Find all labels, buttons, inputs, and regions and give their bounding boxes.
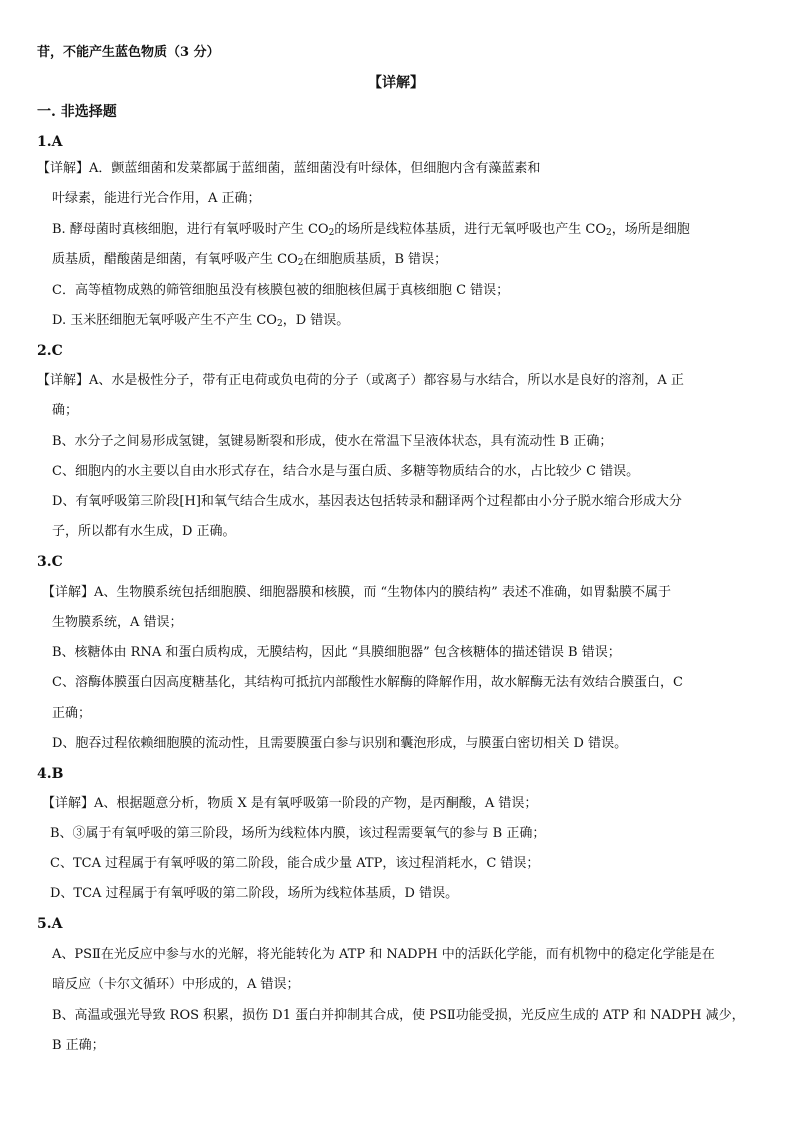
answer-line: 【详解】A、根据题意分析，物质 X 是有氧呼吸第一阶段的产物，是丙酮酸，A 错误；	[42, 796, 538, 811]
answer-line: 确；	[52, 403, 79, 418]
answer-line: 【详解】A、生物膜系统包括细胞膜、细胞器膜和核膜，而 “生物体内的膜结构” 表述不准确，如胃黏膜不属于	[42, 585, 671, 600]
answer-line: 叶绿素，能进行光合作用，A 正确；	[52, 191, 261, 206]
answer-line: D、胞吞过程依赖细胞膜的流动性，且需要膜蛋白参与识别和囊泡形成，与膜蛋白密切相关 D 错误。	[52, 736, 628, 751]
answer-line: B、核糖体由 RNA 和蛋白质构成，无膜结构，因此 “具膜细胞器” 包含核糖体的描述错误 B 错误；	[52, 645, 621, 660]
detail-title: 【详解】	[368, 75, 424, 91]
question-number: 1.A	[37, 134, 63, 150]
answer-line: C、细胞内的水主要以自由水形式存在，结合水是与蛋白质、多糖等物质结合的水，占比较少 C 错误。	[52, 464, 640, 479]
answer-line: D. 玉米胚细胞无氧呼吸产生不产生 $CO_2$，D 错误。	[52, 313, 350, 329]
answer-line: 【详解】A．颤蓝细菌和发菜都属于蓝细菌，蓝细菌没有叶绿体，但细胞内含有藻蓝素和	[37, 161, 541, 176]
answer-line: C、TCA 过程属于有氧呼吸的第二阶段，能合成少量 ATP，该过程消耗水，C 错误；	[50, 856, 540, 871]
answer-line: A、PSⅡ在光反应中参与水的光解，将光能转化为 ATP 和 NADPH 中的活跃化学能，而有机物中的稳定化学能是在	[52, 947, 715, 962]
answer-line: 子，所以都有水生成，D 正确。	[52, 524, 236, 539]
answer-line: B、高温或强光导致 ROS 积累，损伤 D1 蛋白并抑制其合成，使 PSⅡ功能受损，光反应生成的 ATP 和 NADPH 减少，	[52, 1008, 745, 1023]
answer-line: 【详解】A、水是极性分子，带有正电荷或负电荷的分子（或离子）都容易与水结合，所以水是良好的溶剂，A 正	[37, 373, 684, 388]
answer-line: 正确；	[52, 706, 92, 721]
answer-line: C．高等植物成熟的筛管细胞虽没有核膜包被的细胞核但属于真核细胞 C 错误；	[52, 283, 510, 298]
answer-line: 质基质，醋酸菌是细菌，有氧呼吸产生 $CO_2$在细胞质基质，B 错误；	[52, 252, 448, 268]
answer-line: B. 酵母菌时真核细胞，进行有氧呼吸时产生 $CO_2$的场所是线粒体基质，进行无氧呼吸也产生 $CO_2$，场所是细胞	[52, 222, 690, 238]
question-number: 4.B	[37, 766, 64, 782]
top-line: 苷，不能产生蓝色物质（3 分）	[37, 45, 220, 60]
answer-line: B、③属于有氧呼吸的第三阶段，场所为线粒体内膜，该过程需要氧气的参与 B 正确；	[50, 826, 546, 841]
answer-line: B、水分子之间易形成氢键，氢键易断裂和形成，使水在常温下呈液体状态，具有流动性 B 正确；	[52, 434, 613, 449]
answer-line: D、有氧呼吸第三阶段[H]和氧气结合生成水，基因表达包括转录和翻译两个过程都由小分子脱水缩合形成大分	[52, 494, 682, 509]
question-number: 5.A	[37, 916, 63, 932]
section-title: 一. 非选择题	[37, 104, 117, 120]
answer-line: 暗反应（卡尔文循环）中形成的，A 错误；	[52, 977, 300, 992]
question-number: 3.C	[37, 554, 63, 570]
answer-line: 生物膜系统，A 错误；	[52, 615, 183, 630]
answer-line: C、溶酶体膜蛋白因高度糖基化，其结构可抵抗内部酸性水解酶的降解作用，故水解酶无法有效结合膜蛋白，C	[52, 675, 683, 690]
question-number: 2.C	[37, 343, 63, 359]
answer-line: D、TCA 过程属于有氧呼吸的第二阶段，场所为线粒体基质，D 错误。	[50, 886, 459, 901]
answer-line: B 正确；	[52, 1038, 105, 1053]
